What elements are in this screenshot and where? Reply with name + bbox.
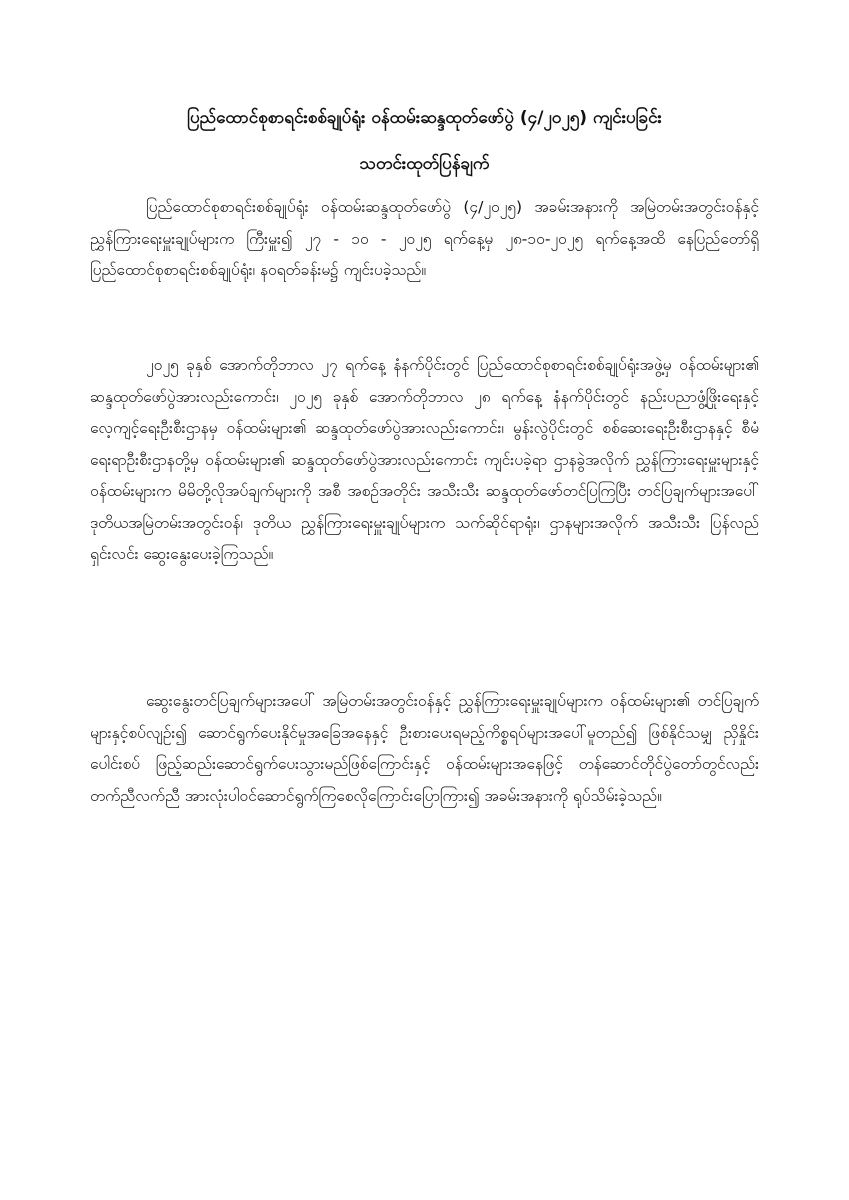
- paragraph-3: ဆွေးနွေးတင်ပြချက်များအပေါ် အမြဲတမ်းအတွင်းဝန်နှင့် ညွှန်ကြားရေးမှူးချုပ်များက ဝန်ထမ်းများ၏ တင်ပြချက်များနှင့်စပ်လျဉ်း၍ ဆောင်ရွက်ပေးနိုင်မှုအခြေအနေနှင့် ဦးစားပေးရမည့်ကိစ္စရပ်များအပေါ်မူတည်၍ ဖြစ်နိုင်သမျှ ညှိနှိုင်းပေါင်းစပ် ဖြည့်ဆည်းဆောင်ရွက်ပေးသွားမည်ဖြစ်ကြောင်းနှင့် ဝန်ထမ်းများအနေဖြင့် တန်ဆောင်တိုင်ပွဲတော်တွင်လည်း တက်ညီလက်ညီ အားလုံးပါဝင်ဆောင်ရွက်ကြစေလိုကြောင်းပြောကြား၍ အခမ်းအနားကို ရုပ်သိမ်းခဲ့သည်။: [90, 692, 759, 805]
- document-title: ပြည်ထောင်စုစာရင်းစစ်ချုပ်ရုံး ဝန်ထမ်းဆန္ဒထုတ်ဖော်ပွဲ (၄/၂၀၂၅) ကျင်းပခြင်း: [187, 108, 662, 128]
- document-subtitle: သတင်းထုတ်ပြန်ချက်: [359, 154, 490, 174]
- paragraph-2: ၂၀၂၅ ခုနှစ် အောက်တိုဘာလ ၂၇ ရက်နေ့ နံနက်ပိုင်းတွင် ပြည်ထောင်စုစာရင်းစစ်ချုပ်ရုံးအဖွဲ့မှ ဝန်ထမ်းများ၏ ဆန္ဒထုတ်ဖော်ပွဲအားလည်းကောင်း၊ ၂၀၂၅ ခုနှစ် အောက်တိုဘာလ ၂၈ ရက်နေ့ နံနက်ပိုင်းတွင် နည်းပညာဖွံ့ဖြိုးရေးနှင့်လေ့ကျင့်ရေးဦးစီးဌာနမှ ဝန်ထမ်းများ၏ ဆန္ဒထုတ်ဖော်ပွဲအားလည်းကောင်း၊ မွန်းလွဲပိုင်းတွင် စစ်ဆေးရေးဦးစီးဌာနနှင့် စီမံရေးရာဦးစီးဌာနတို့မှ ဝန်ထမ်းများ၏ ဆန္ဒထုတ်ဖော်ပွဲအားလည်းကောင်း ကျင်းပခဲ့ရာ ဌာနခွဲအလိုက် ညွှန်ကြားရေးမှူးများနှင့် ဝန်ထမ်းများက မိမိတို့လိုအပ်ချက်များကို အစီ အစဉ်အတိုင်း အသီးသီး ဆန္ဒထုတ်ဖော်တင်ပြကြပြီး တင်ပြချက်များအပေါ် ဒုတိယအမြဲတမ်းအတွင်းဝန်၊ ဒုတိယ ညွှန်ကြားရေးမှူးချုပ်များက သက်ဆိုင်ရာရုံး၊ ဌာနများအလိုက် အသီးသီး ပြန်လည်ရှင်းလင်း ဆွေးနွေးပေးခဲ့ကြသည်။: [90, 356, 759, 563]
- paragraph-1: ပြည်ထောင်စုစာရင်းစစ်ချုပ်ရုံး ဝန်ထမ်းဆန္ဒထုတ်ဖော်ပွဲ (၄/၂၀၂၅) အခမ်းအနားကို အမြဲတမ်းအတွင်းဝန်နှင့် ညွှန်ကြားရေးမှူးချုပ်များက ကြီးမှူး၍ ၂၇ - ၁၀ - ၂၀၂၅ ရက်နေ့မှ ၂၈-၁၀-၂၀၂၅ ရက်နေ့အထိ နေပြည်တော်ရှိ ပြည်ထောင်စုစာရင်းစစ်ချုပ်ရုံး၊ နဝရတ်ခန်းမ၌ ကျင်းပခဲ့သည်။: [90, 198, 759, 279]
